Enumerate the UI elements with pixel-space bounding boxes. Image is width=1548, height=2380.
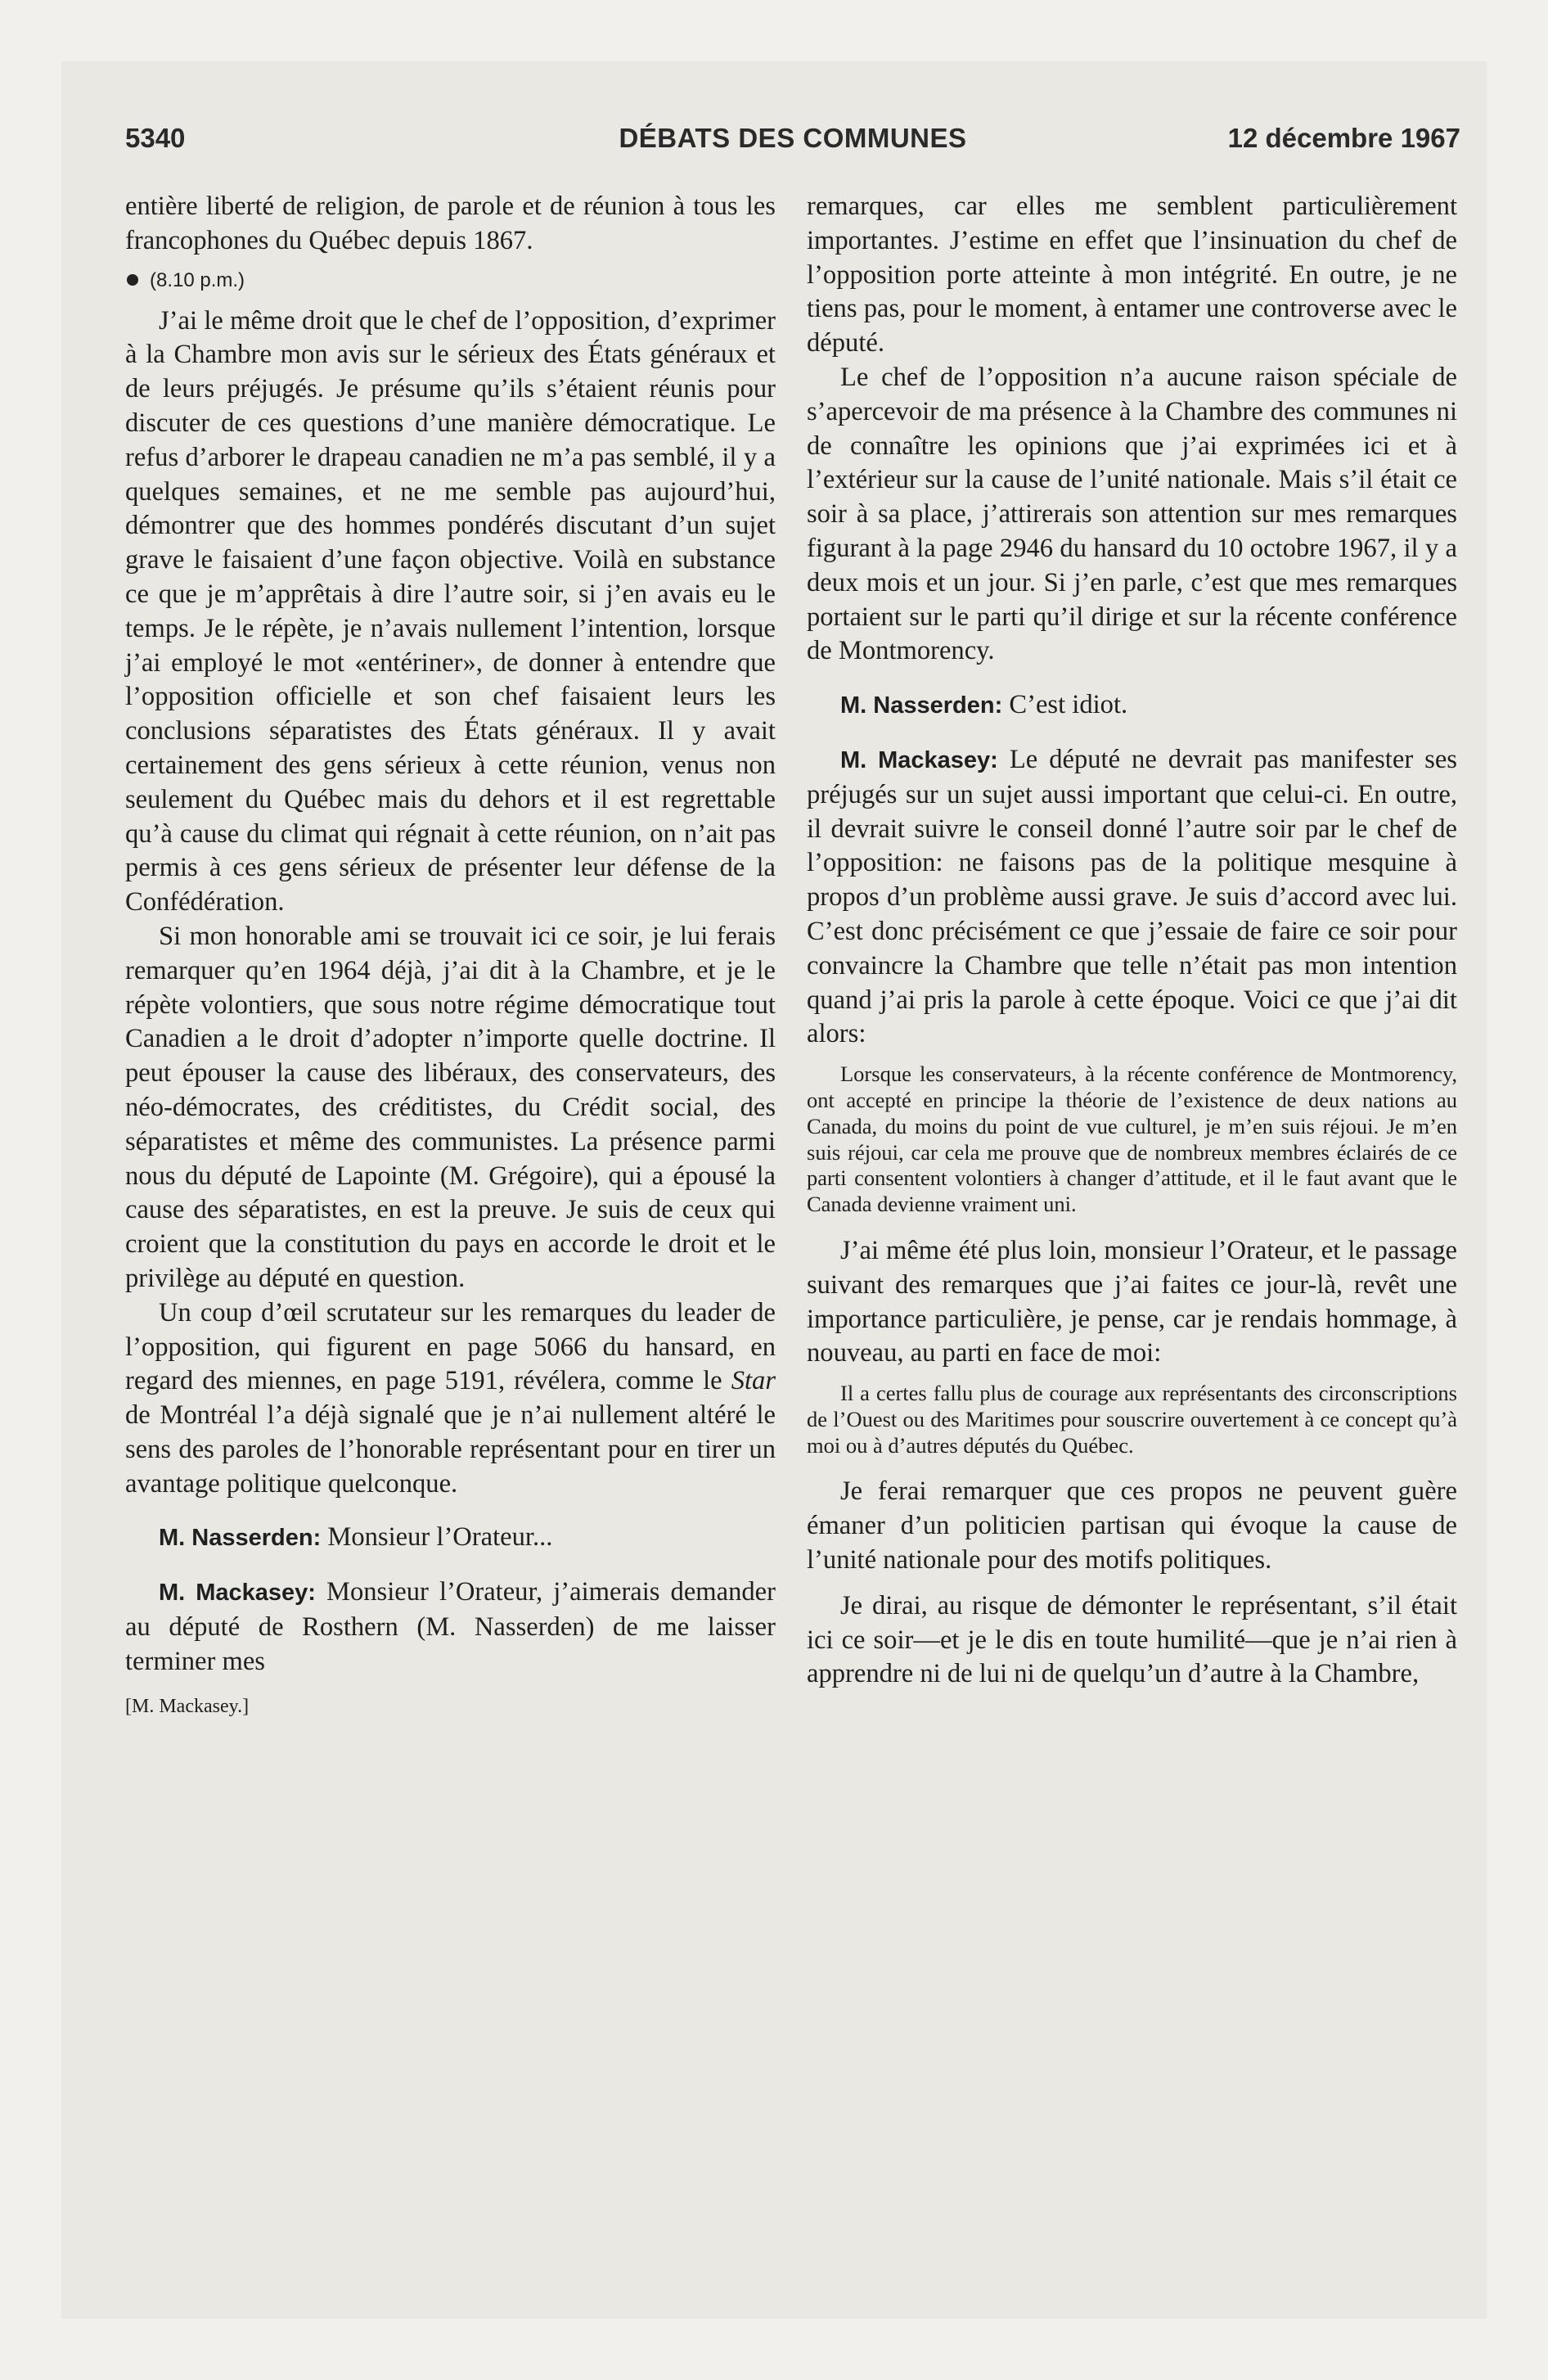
speaker-paragraph — [125, 1575, 776, 1679]
left-column — [125, 190, 776, 1719]
paragraph: Le chef de l’opposition n’a aucune raison spéciale de s’apercevoir de ma présence à la Chambre des communes ni de connaître les opinions que j’ai exprimées ici et à l’extérieur sur la cause de l’unité nationale. Mais s’il était ce soir à sa place, j’attirerais son attention sur mes remarques figurant à la page 2946 du hansard du 10 octobre 1967, il y a deux mois et un jour. Si j’en parle, c’est que mes remarques portaient sur le parti qu’il dirige et sur la récente conférence de Montmorency. — [807, 362, 1457, 666]
paragraph: J’ai même été plus loin, monsieur l’Orateur, et le passage suivant des remarques que j’ai faites ce jour-là, revêt une importance particulière, je pense, car je rendais hommage, à nouveau, au parti en face de moi: — [807, 1235, 1457, 1368]
speaker-name: M. Mackasey: — [840, 746, 998, 773]
paragraph: remarques, car elles me semblent particulièrement importantes. J’estime en effet que l’insinuation du chef de l’opposition porte atteinte à mon intégrité. En outre, je ne tiens pas, pour le moment, à entamer une controverse avec le député. — [807, 192, 1457, 358]
paragraph: Je ferai remarquer que ces propos ne peuvent guère émaner d’un politicien partisan qui évoque la cause de l’unité nationale pour des motifs politiques. — [807, 1476, 1457, 1575]
paragraph: entière liberté de religion, de parole et de réunion à tous les francophones du Québec depuis 1867. — [125, 192, 776, 255]
time-marker — [125, 267, 776, 295]
speech-text: Monsieur l’Orateur, j’aimerais demander au député de Rosthern (M. Nasserden) de me laisser terminer mes — [125, 1577, 776, 1676]
speaker-paragraph — [807, 743, 1457, 1052]
block-quote: Lorsque les conservateurs, à la récente conférence de Montmorency, ont accepté en principe la théorie de l’existence de deux nations au Canada, du moins du point de vue culturel, je m’en suis réjoui. Je m’en suis réjoui, car cela me prouve que de nombreux membres éclairés de ce parti consentent volontiers à changer d’attitude, et il le faut avant que le Canada devienne vraiment uni. — [807, 1062, 1457, 1217]
time-text: (8.10 p.m.) — [150, 268, 245, 291]
issue-date: 12 décembre 1967 — [1227, 123, 1460, 153]
speaker-paragraph — [807, 688, 1457, 723]
speaker-name: M. Nasserden: — [159, 1525, 322, 1552]
speaker-paragraph — [125, 1521, 776, 1556]
newspaper-name: Star — [731, 1366, 776, 1396]
paragraph-text: de Montréal l’a déjà signalé que je n’ai nullement altéré le sens des paroles de l’honorable représentant pour en tirer un avantage politique quelconque. — [125, 1400, 776, 1499]
page-header — [125, 123, 1460, 172]
speaker-attribution: [M. Mackasey.] — [125, 1695, 250, 1717]
publication-title: DÉBATS DES COMMUNES — [619, 123, 967, 153]
paragraph: J’ai le même droit que le chef de l’opposition, d’exprimer à la Chambre mon avis sur le sérieux des États généraux et de leurs préjugés. Je présume qu’ils s’étaient réunis pour discuter de ces questions d’une manière démocratique. Le refus d’arborer le drapeau canadien ne m’a pas semblé, il y a quelques semaines, et ne me semble pas aujourd’hui, démontrer que des hommes pondérés discutant d’un sujet grave le faisaient d’une façon objective. Voilà en substance ce que je m’apprêtais à dire l’autre soir, si j’en avais eu le temps. Je le répète, je n’avais nullement l’intention, lorsque j’ai employé le mot «entériner», de donner à entendre que l’opposition officielle et son chef faisaient leurs les conclusions séparatistes des États généraux. Il y avait certainement des gens sérieux à cette réunion, venus non seulement du Québec mais du dehors et il est regrettable qu’à cause du climat qui régnait à cette réunion, on n’ait pas permis à ces gens sérieux de présenter leur défense de la Confédération. — [125, 305, 776, 917]
right-column — [807, 190, 1457, 1692]
page-number: 5340 — [125, 123, 186, 153]
paragraph: Je dirai, au risque de démonter le représentant, s’il était ici ce soir—et je le dis en toute humilité—que je n’ai rien à apprendre ni de lui ni de quelqu’un d’autre à la Chambre, — [807, 1590, 1457, 1689]
paragraph: Si mon honorable ami se trouvait ici ce soir, je lui ferais remarquer qu’en 1964 déjà, j’ai dit à la Chambre, et je le répète volontiers, que sous notre régime démocratique tout Canadien a le droit d’adopter n’importe quelle doctrine. Il peut épouser la cause des libéraux, des conservateurs, des néo-démocrates, des créditistes, du Crédit social, des séparatistes et même des communistes. La présence parmi nous du député de Lapointe (M. Grégoire), qui a épousé la cause des séparatistes, en est la preuve. Je suis de ceux qui croient que la constitution du pays en accorde le droit et le privilège au député en question. — [125, 921, 776, 1293]
speech-text: Le député ne devrait pas manifester ses préjugés sur un sujet aussi important que celui-ci. En outre, il devrait suivre le conseil donné l’autre soir par le chef de l’opposition: ne faisons pas de la politique mesquine à propos d’un problème aussi grave. Je suis d’accord avec lui. C’est donc précisément ce que j’essaie de faire ce soir pour convaincre la Chambre que telle n’était pas mon intention quand j’ai pris la parole à cette époque. Voici ce que j’ai dit alors: — [807, 744, 1457, 1049]
block-quote: Il a certes fallu plus de courage aux représentants des circonscriptions de l’Ouest ou des Maritimes pour souscrire ouvertement à ce concept qu’à moi ou à d’autres députés du Québec. — [807, 1381, 1457, 1458]
paragraph — [125, 1296, 776, 1502]
speech-text: Monsieur l’Orateur... — [321, 1522, 553, 1553]
speaker-name: M. Nasserden: — [840, 692, 1003, 719]
bullet-icon — [127, 274, 138, 286]
speaker-name: M. Mackasey: — [159, 1580, 316, 1607]
speech-text: C’est idiot. — [1002, 690, 1128, 720]
paragraph-text: Un coup d’œil scrutateur sur les remarques du leader de l’opposition, qui figurent en page 5066 du hansard, en regard des miennes, en page 5191, révélera, comme le — [125, 1297, 776, 1396]
